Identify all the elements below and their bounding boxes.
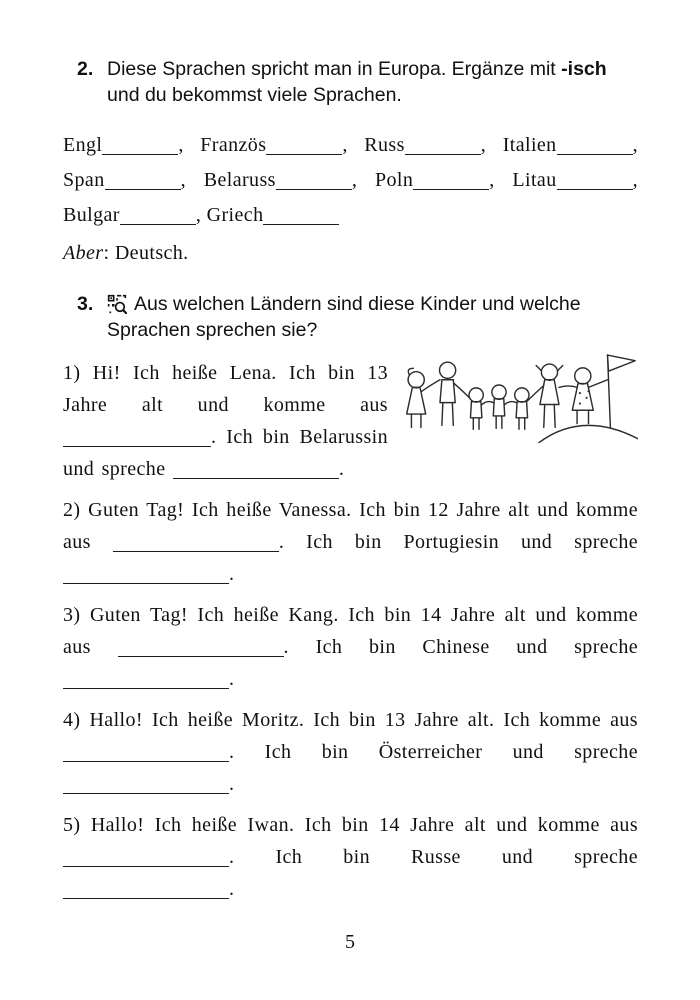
language-stem: Poln	[374, 169, 414, 191]
language-item	[63, 134, 184, 156]
exercise3-item-4	[63, 704, 638, 800]
language-stem: Span	[63, 169, 105, 191]
language-stem: Litau	[512, 169, 557, 191]
country-blank[interactable]	[118, 637, 284, 657]
item-text: . Ich bin Belarussin und spreche	[63, 426, 388, 480]
language-stem: Französ	[200, 134, 267, 156]
exercise3-instruction	[107, 291, 638, 343]
language-item	[200, 134, 348, 156]
language-stem: Belaruss	[203, 169, 276, 191]
comma: ,	[632, 134, 638, 156]
language-item	[63, 169, 186, 191]
exercise3-instruction-line1: Aus welchen Ländern sind diese Kinder und welche	[134, 293, 581, 315]
language-stem: Italien	[502, 134, 557, 156]
item-text: 3) Guten Tag! Ich heiße Kang. Ich bin 14 Jahre alt und komme aus	[63, 604, 638, 658]
comma: ,	[351, 169, 358, 191]
country-blank[interactable]	[113, 532, 279, 552]
item-text: 2) Guten Tag! Ich heiße Vanessa. Ich bin 12 Jahre alt und komme aus	[63, 499, 638, 553]
children-illustration	[400, 341, 638, 449]
exercise3-number: 3.	[77, 293, 94, 315]
language-suffix-blank[interactable]	[276, 170, 352, 190]
exercise2-number: 2.	[77, 58, 94, 80]
country-blank[interactable]	[63, 427, 211, 447]
item-text: .	[229, 773, 235, 795]
item-text: . Ich bin Österreicher und spreche	[229, 741, 638, 763]
comma: ,	[342, 134, 348, 156]
item-text: .	[229, 563, 235, 585]
language-item	[364, 134, 486, 156]
language-item	[207, 204, 340, 226]
comma: ,	[180, 169, 187, 191]
exception-note	[63, 235, 638, 271]
exercise3-instruction-line2: Sprachen sprechen sie?	[107, 319, 318, 341]
language-suffix-blank[interactable]	[263, 205, 339, 225]
qr-scan-icon	[107, 294, 127, 314]
language-suffix-blank[interactable]	[266, 135, 342, 155]
language-item	[375, 169, 495, 191]
comma: ,	[195, 204, 202, 226]
aber-rest: : Deutsch.	[103, 242, 189, 264]
item-text: 4) Hallo! Ich heiße Moritz. Ich bin 13 Jahre alt. Ich komme aus	[63, 709, 638, 731]
language-item	[512, 169, 638, 191]
exercise3-item-1	[63, 357, 638, 485]
exercise3-item-5	[63, 809, 638, 905]
isch-suffix-bold: -isch	[561, 58, 607, 80]
language-suffix-blank[interactable]	[557, 170, 633, 190]
language-blank[interactable]	[63, 879, 229, 899]
language-item	[63, 204, 201, 226]
language-stem: Russ	[364, 134, 405, 156]
language-suffix-blank[interactable]	[413, 170, 489, 190]
language-suffix-blank[interactable]	[105, 170, 181, 190]
country-blank[interactable]	[63, 742, 229, 762]
exercise2-header	[77, 56, 638, 108]
language-blank[interactable]	[173, 459, 339, 479]
comma: ,	[480, 134, 487, 156]
exercise2-instruction-line2: und du bekommst viele Sprachen.	[107, 84, 402, 106]
comma: ,	[632, 169, 639, 191]
languages-paragraph	[63, 128, 638, 233]
language-item	[503, 134, 638, 156]
language-blank[interactable]	[63, 774, 229, 794]
mound	[539, 425, 638, 442]
language-item	[204, 169, 357, 191]
language-blank[interactable]	[63, 669, 229, 689]
language-suffix-blank[interactable]	[405, 135, 481, 155]
language-blank[interactable]	[63, 564, 229, 584]
comma: ,	[178, 134, 184, 156]
comma: ,	[489, 169, 495, 191]
item-text: 5) Hallo! Ich heiße Iwan. Ich bin 14 Jahre alt und komme aus	[63, 814, 638, 836]
aber-word: Aber	[63, 242, 104, 264]
page-number: 5	[345, 931, 355, 953]
exercise3-items	[63, 357, 638, 905]
exercise3-header	[77, 291, 638, 343]
item-text: .	[338, 458, 345, 480]
exercise3-item-3	[63, 599, 638, 695]
item-text: .	[229, 668, 235, 690]
exercise2-instruction-pre: Diese Sprachen spricht man in Europa. Ergänze mit	[107, 58, 556, 80]
language-suffix-blank[interactable]	[557, 135, 633, 155]
language-suffix-blank[interactable]	[102, 135, 178, 155]
country-blank[interactable]	[63, 847, 229, 867]
language-stem: Engl	[63, 134, 103, 156]
exercise2-instruction	[107, 56, 638, 108]
exercise3-item-2	[63, 494, 638, 590]
language-stem: Griech	[206, 204, 264, 226]
language-suffix-blank[interactable]	[120, 205, 196, 225]
language-stem: Bulgar	[63, 204, 120, 226]
item-text: 1) Hi! Ich heiße Lena. Ich bin 13 Jahre alt und komme aus	[63, 362, 388, 416]
item-text: .	[229, 878, 235, 900]
flag	[608, 355, 636, 371]
item-text: . Ich bin Portugiesin und spreche	[278, 531, 639, 553]
item-text: . Ich bin Chinese und spreche	[283, 636, 638, 658]
item-text: . Ich bin Russe und spreche	[229, 846, 638, 868]
